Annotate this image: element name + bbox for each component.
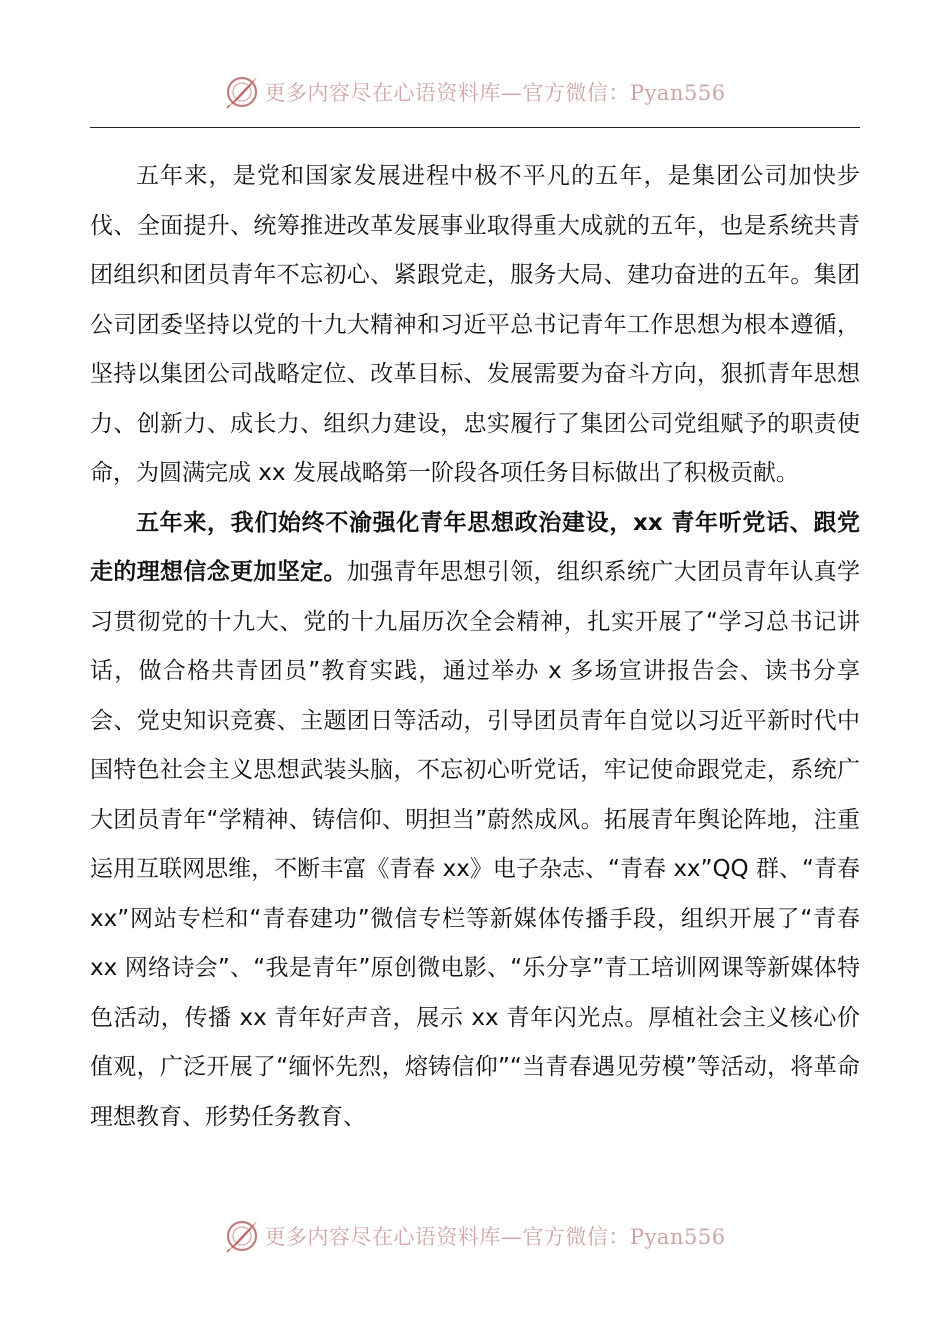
page-footer-banner (0, 1214, 950, 1258)
paragraph-2 (90, 499, 860, 1143)
page-header-banner (0, 70, 950, 114)
paragraph-2-text: 加强青年思想引领，组织系统广大团员青年认真学习贯彻党的十九大、党的十九届历次全会精神，扎实开展了“学习总书记讲话，做合格共青团员”教育实践，通过举办 x 多场宣讲报告会、读书分享会、党史知识竞赛、主题团日等活动，引导团员青年自觉以习近平新时代中国特色社会主义思想武装头脑，不忘初心听党话，牢记使命跟党走，系统广大团员青年“学精神、铸信仰、明担当”蔚然成风。拓展青年舆论阵地，注重运用互联网思维，不断丰富《青春 xx》电子杂志、“青春 xx”QQ 群、“青春 xx”网站专栏和“青春建功”微信专栏等新媒体传播手段，组织开展了“青春 xx 网络诗会”、“我是青年”原创微电影、“乐分享”青工培训网课等新媒体特色活动，传播 xx 青年好声音，展示 xx 青年闪光点。厚植社会主义核心价值观，广泛开展了“缅怀先烈，熔铸信仰”“当青春遇见劳模”等活动，将革命理想教育、形势任务教育、 (90, 559, 860, 1130)
document-body (90, 152, 860, 1142)
footer-text: 更多内容尽在心语资料库—官方微信：Pyan556 (264, 1225, 726, 1249)
paragraph-1-text: 五年来，是党和国家发展进程中极不平凡的五年，是集团公司加快步伐、全面提升、统筹推进改革发展事业取得重大成就的五年，也是系统共青团组织和团员青年不忘初心、紧跟党走，服务大局、建功奋进的五年。集团公司团委坚持以党的十九大精神和习近平总书记青年工作思想为根本遵循，坚持以集团公司战略定位、改革目标、发展需要为奋斗方向，狠抓青年思想力、创新力、成长力、组织力建设，忠实履行了集团公司党组赋予的职责使命，为圆满完成 xx 发展战略第一阶段各项任务目标做出了积极贡献。 (90, 163, 860, 486)
quill-circle-logo-icon (224, 74, 260, 110)
paragraph-1 (90, 152, 860, 499)
quill-circle-logo-icon (224, 1218, 260, 1254)
paragraph-2-bold: 五年来，我们始终不渝强化青年思想政治建设，xx 青年听党话、跟党走的理想信念更加坚定。 (90, 509, 860, 585)
header-text: 更多内容尽在心语资料库—官方微信：Pyan556 (264, 81, 726, 105)
header-divider (90, 127, 860, 128)
